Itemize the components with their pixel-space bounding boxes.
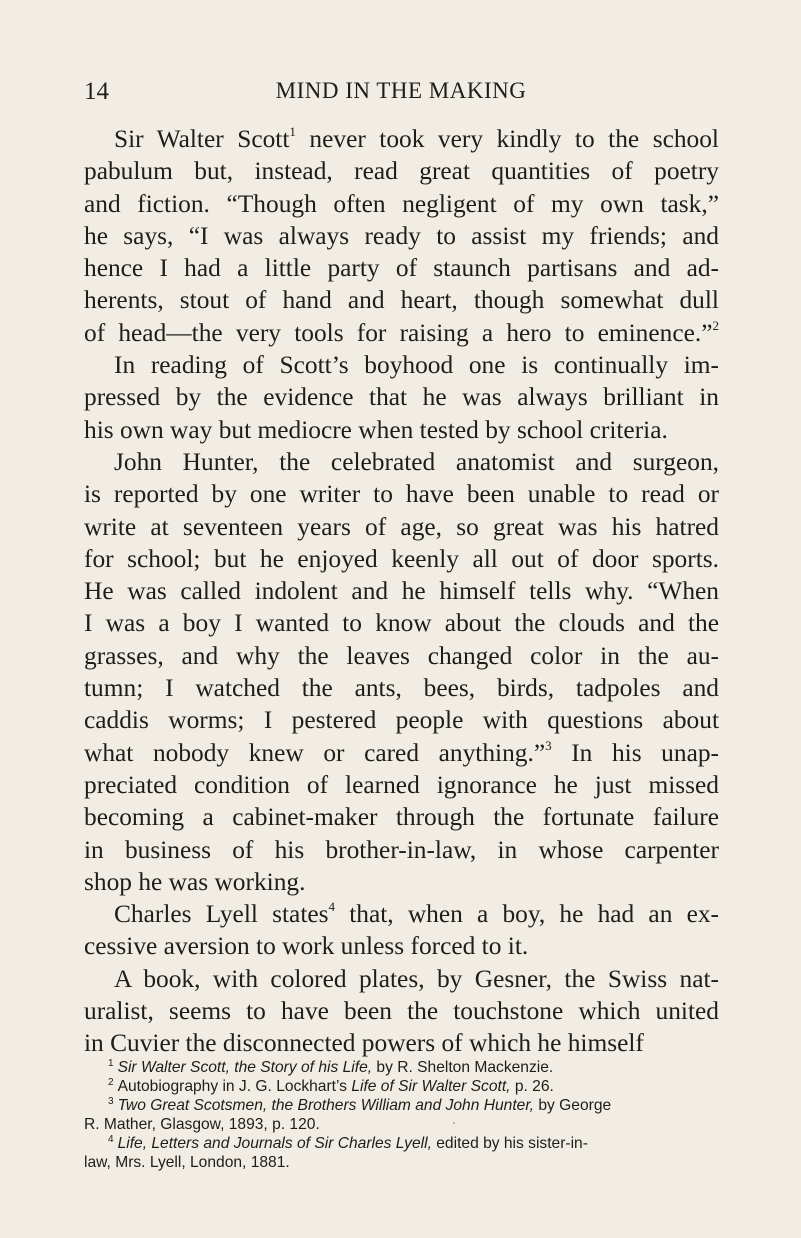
footnote — [84, 1096, 719, 1134]
text-line: in Cuvier the disconnected powers of which he himself — [84, 1029, 644, 1058]
running-head: MIND IN THE MAKING — [275, 78, 527, 103]
footnote-number: 4 — [108, 1134, 114, 1145]
text-line: his own way but mediocre when tested by school criteria. — [84, 415, 668, 444]
footnote-line: R. Mather, Glasgow, 1893, p. 120. — [84, 1116, 320, 1133]
text-line: caddis worms; I pestered people with questions about — [84, 706, 719, 735]
text-segment: what nobody knew or cared anything.” — [84, 738, 546, 767]
footnote-title: Two Great Scotsmen, the Brothers William and John Hunter, — [117, 1097, 535, 1114]
text-line: In reading of Scott’s boyhood one is continually im- — [114, 351, 719, 380]
footnote-line: law, Mrs. Lyell, London, 1881. — [84, 1154, 290, 1171]
footnote-title: Life of Sir Walter Scott, — [351, 1078, 511, 1095]
text-line: is reported by one writer to have been unable to read or — [84, 480, 719, 509]
text-line: hence I had a little party of staunch partisans and ad- — [84, 254, 719, 283]
footnote-line — [108, 1077, 719, 1096]
text-segment: In his unap- — [551, 738, 719, 767]
footnote-marker: 3 — [545, 737, 552, 753]
text-line: tumn; I watched the ants, bees, birds, tadpoles and — [84, 674, 719, 703]
footnote-marker: 2 — [712, 317, 719, 333]
footnotes — [84, 1058, 719, 1172]
footnote — [84, 1058, 719, 1077]
text-segment: Charles Lyell states — [114, 900, 329, 929]
paper-speck — [453, 1122, 455, 1124]
text-line: cessive aversion to work unless forced to it. — [84, 932, 529, 961]
text-line: pabulum but, instead, read great quantities of poetry — [84, 157, 719, 186]
footnote — [84, 1134, 719, 1172]
footnote-text: p. 26. — [510, 1078, 554, 1095]
footnote-text: by George — [534, 1097, 612, 1114]
text-line: becoming a cabinet-maker through the fortunate failure — [84, 803, 719, 832]
text-line — [84, 898, 719, 930]
footnote-line — [108, 1096, 719, 1115]
footnote-number: 1 — [108, 1058, 114, 1069]
text-line: uralist, seems to have been the touchstone which united — [84, 997, 719, 1026]
text-line: in business of his brother-in-law, in whose carpenter — [84, 835, 719, 864]
text-line: shop he was working. — [84, 867, 306, 896]
footnote-text: edited by his sister-in- — [431, 1135, 588, 1152]
footnote-text: by R. Shelton Mackenzie. — [372, 1059, 554, 1076]
text-line: grasses, and why the leaves changed color in the au- — [84, 641, 719, 670]
text-segment: Sir Walter Scott — [114, 125, 290, 153]
page-header — [84, 78, 718, 108]
footnote-number: 2 — [108, 1077, 114, 1088]
text-line: preciated condition of learned ignorance he just missed — [84, 770, 719, 799]
text-line: He was called indolent and he himself tells why. “When — [84, 577, 719, 606]
text-line: he says, “I was always ready to assist my friends; and — [84, 221, 719, 250]
footnote — [84, 1077, 719, 1096]
text-line: and fiction. “Though often negligent of my own task,” — [84, 189, 719, 218]
text-line: I was a boy I wanted to know about the clouds and the — [84, 609, 719, 638]
body-text — [84, 123, 719, 1060]
text-line — [84, 317, 719, 349]
text-line: A book, with colored plates, by Gesner, the Swiss nat- — [114, 964, 719, 993]
text-line — [84, 737, 719, 769]
footnote-marker: 1 — [289, 124, 296, 139]
text-line: pressed by the evidence that he was always brilliant in — [84, 383, 719, 412]
text-segment: never took very kindly to the school — [295, 125, 719, 153]
footnote-number: 3 — [108, 1096, 114, 1107]
footnote-line — [108, 1134, 719, 1153]
text-segment: of head—the very tools for raising a hero to eminence.” — [84, 318, 713, 347]
footnote-title: Life, Letters and Journals of Sir Charles Lyell, — [117, 1135, 432, 1152]
footnote-marker: 4 — [328, 899, 336, 915]
text-line: for school; but he enjoyed keenly all out of door sports. — [84, 544, 719, 573]
text-line: John Hunter, the celebrated anatomist and surgeon, — [114, 447, 719, 476]
text-line: herents, stout of hand and heart, though somewhat dull — [84, 286, 719, 315]
footnote-text: Autobiography in J. G. Lockhart’s — [117, 1078, 352, 1095]
footnote-line — [108, 1058, 719, 1077]
text-line: write at seventeen years of age, so great was his hatred — [84, 512, 719, 541]
text-line — [84, 123, 719, 155]
text-segment: that, when a boy, he had an ex- — [335, 900, 719, 929]
page-number: 14 — [84, 78, 109, 105]
footnote-title: Sir Walter Scott, the Story of his Life, — [117, 1059, 373, 1076]
